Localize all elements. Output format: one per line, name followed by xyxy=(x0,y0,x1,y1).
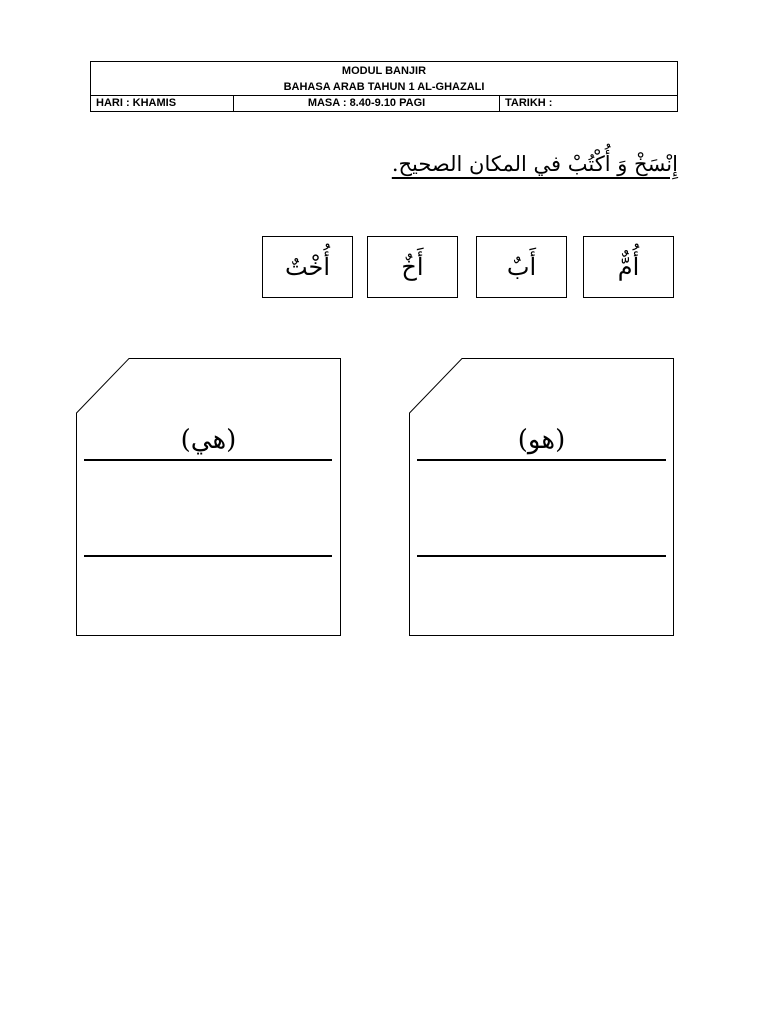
header-info-row xyxy=(91,96,677,111)
card-huwa xyxy=(409,358,674,636)
header-title-line2: BAHASA ARAB TAHUN 1 AL-GHAZALI xyxy=(283,81,485,93)
card-huwa-outline xyxy=(409,358,674,636)
word-box-ab: أَبٌ xyxy=(476,236,567,298)
header-title xyxy=(91,62,677,96)
word-box-umm: أُمٌّ xyxy=(583,236,674,298)
tarikh-cell: TARIKH : xyxy=(505,97,553,109)
word-box-ukht: أُخْتٌ xyxy=(262,236,353,298)
card-hiya xyxy=(76,358,341,636)
instruction-text: إِنْسَخْ وَ أُكْتُبْ في المكان الصحيح. xyxy=(391,152,678,176)
header-title-line1: MODUL BANJIR xyxy=(341,65,427,77)
card-hiya-outline xyxy=(76,358,341,636)
header-table xyxy=(90,61,678,112)
card-hiya-label: (هي) xyxy=(180,425,237,455)
word-box-akh: أَخٌ xyxy=(367,236,458,298)
masa-cell: MASA : 8.40-9.10 PAGI xyxy=(234,96,500,111)
card-huwa-label: (هو) xyxy=(517,425,566,455)
hari-cell: HARI : KHAMIS xyxy=(91,96,234,111)
